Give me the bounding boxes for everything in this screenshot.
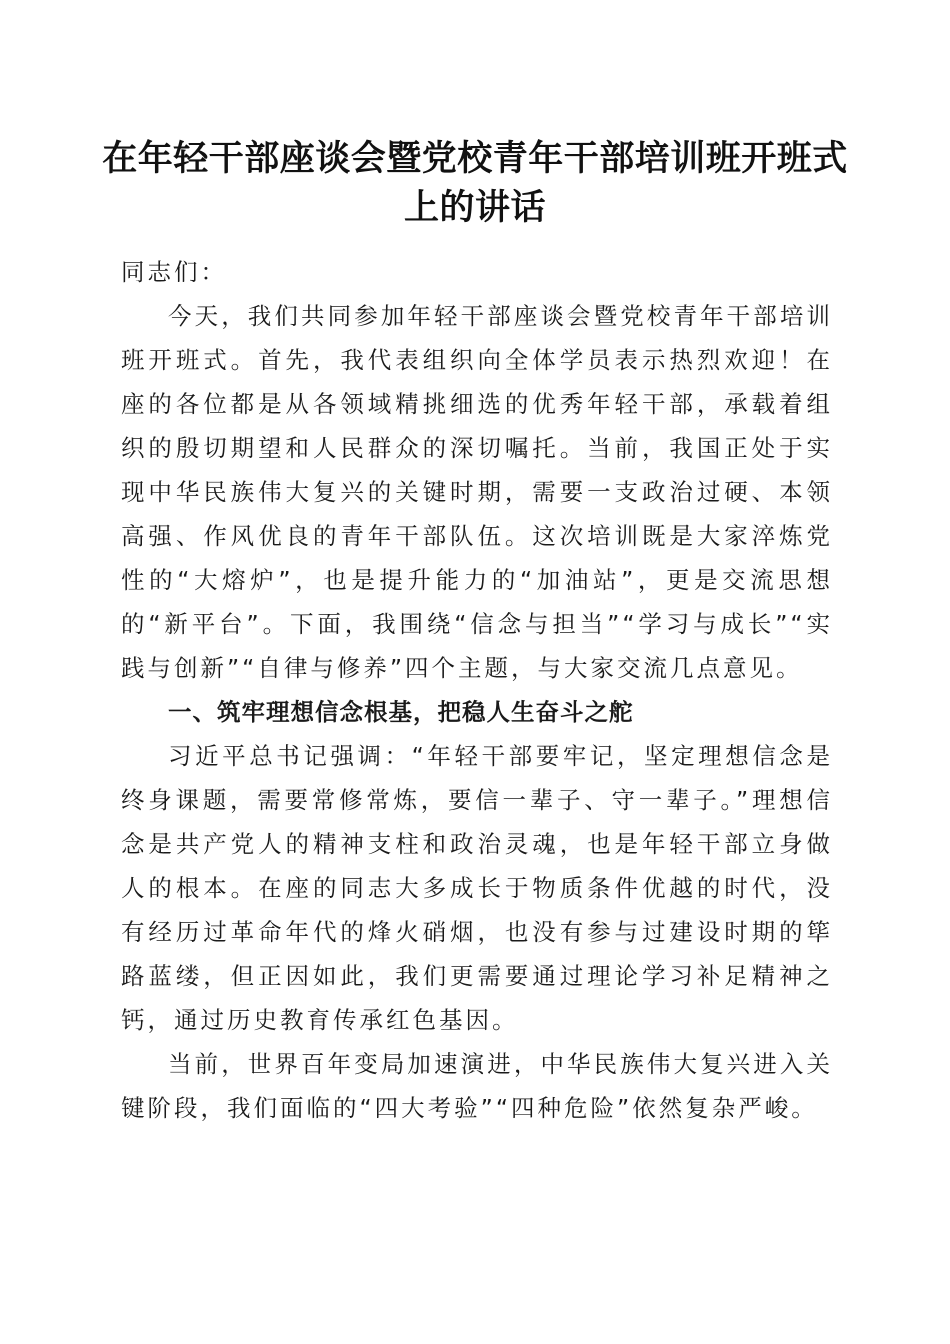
paragraph-ideals: 习近平总书记强调：“年轻干部要牢记，坚定理想信念是终身课题，需要常修常炼，要信一辈子、守一辈子。”理想信念是共产党人的精神支柱和政治灵魂，也是年轻干部立身做人的根本。在座的同志大多成长于物质条件优越的时代，没有经历过革命年代的烽火硝烟，也没有参与过建设时期的筚路蓝缕，但正因如此，我们更需要通过理论学习补足精神之钙，通过历史教育传承红色基因。 — [121, 742, 833, 1034]
paragraph-intro: 今天，我们共同参加年轻干部座谈会暨党校青年干部培训班开班式。首先，我代表组织向全体学员表示热烈欢迎！在座的各位都是从各领域精挑细选的优秀年轻干部，承载着组织的殷切期望和人民群众的深切嘱托。当前，我国正处于实现中华民族伟大复兴的关键时期，需要一支政治过硬、本领高强、作风优良的青年干部队伍。这次培训既是大家淬炼党性的“大熔炉”，也是提升能力的“加油站”，更是交流思想的“新平台”。下面，我围绕“信念与担当”“学习与成长”“实践与创新”“自律与修养”四个主题，与大家交流几点意见。 — [121, 302, 833, 682]
section-heading: 一、筑牢理想信念根基，把稳人生奋斗之舵 — [168, 698, 634, 726]
paragraph-current-situation: 当前，世界百年变局加速演进，中华民族伟大复兴进入关键阶段，我们面临的“四大考验”“四种危险”依然复杂严峻。 — [121, 1050, 833, 1122]
document-title: 在年轻干部座谈会暨党校青年干部培训班开班式上的讲话 — [102, 138, 848, 228]
salutation: 同志们： — [121, 258, 227, 286]
document-body — [121, 250, 833, 1130]
